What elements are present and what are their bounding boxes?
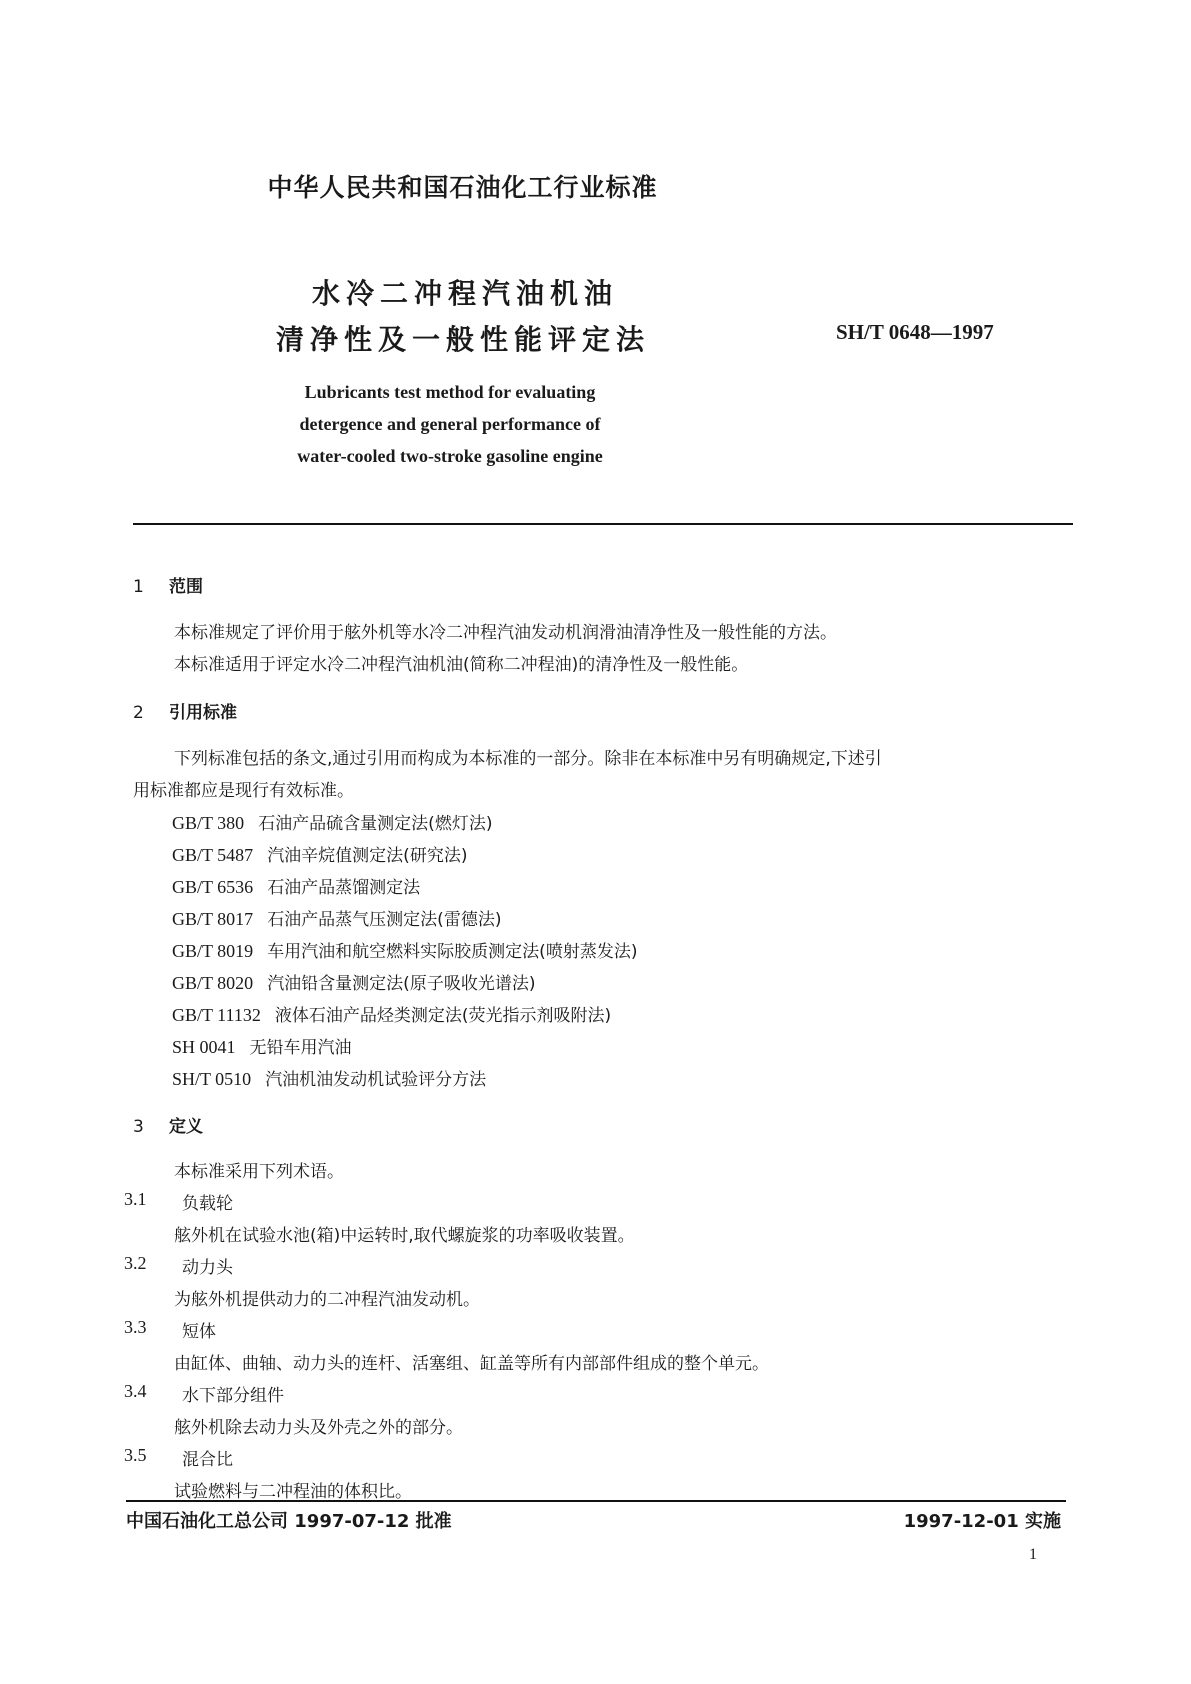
reference-name: 石油产品蒸馏测定法 bbox=[267, 878, 421, 898]
reference-code: GB/T 5487 bbox=[172, 845, 254, 865]
reference-name: 汽油铅含量测定法(原子吸收光谱法) bbox=[267, 974, 536, 994]
english-title-line-1: Lubricants test method for evaluating bbox=[304, 382, 596, 402]
section-1-paragraph-1: 本标准规定了评价用于舷外机等水冷二冲程汽油发动机润滑油清净性及一般性能的方法。 bbox=[174, 623, 837, 643]
reference-name: 汽油辛烷值测定法(研究法) bbox=[267, 846, 468, 866]
term-name: 水下部分组件 bbox=[182, 1386, 284, 1406]
section-1-paragraph-2: 本标准适用于评定水冷二冲程汽油机油(简称二冲程油)的清净性及一般性能。 bbox=[174, 655, 749, 675]
section-number: 2 bbox=[133, 703, 144, 723]
section-2-intro-line-2: 用标准都应是现行有效标准。 bbox=[133, 781, 354, 801]
section-title: 范围 bbox=[169, 577, 203, 597]
reference-code: GB/T 6536 bbox=[172, 877, 254, 897]
issuing-authority-heading: 中华人民共和国石油化工行业标准 bbox=[267, 173, 658, 202]
reference-item bbox=[172, 841, 467, 866]
term-number: 3.4 bbox=[124, 1381, 147, 1401]
header-divider bbox=[133, 523, 1073, 525]
reference-name: 石油产品硫含量测定法(燃灯法) bbox=[258, 814, 493, 834]
reference-name: 石油产品蒸气压测定法(雷德法) bbox=[267, 910, 502, 930]
reference-name: 汽油机油发动机试验评分方法 bbox=[265, 1070, 487, 1090]
reference-code: GB/T 8019 bbox=[172, 941, 254, 961]
term-number: 3.1 bbox=[124, 1189, 147, 1209]
page-number: 1 bbox=[1029, 1546, 1037, 1563]
reference-item bbox=[172, 1033, 352, 1058]
reference-item bbox=[172, 969, 535, 994]
footer-divider bbox=[126, 1500, 1066, 1502]
section-number: 1 bbox=[133, 577, 144, 597]
section-title: 引用标准 bbox=[169, 703, 237, 723]
term-definition: 为舷外机提供动力的二冲程汽油发动机。 bbox=[174, 1290, 480, 1310]
effective-date: 1997-12-01 实施 bbox=[903, 1511, 1061, 1532]
term-number: 3.5 bbox=[124, 1445, 147, 1465]
section-number: 3 bbox=[133, 1117, 144, 1137]
reference-item bbox=[172, 937, 637, 962]
title-line-1: 水冷二冲程汽油机油 bbox=[312, 277, 619, 310]
term-definition: 由缸体、曲轴、动力头的连杆、活塞组、缸盖等所有内部部件组成的整个单元。 bbox=[174, 1354, 769, 1374]
term-name: 动力头 bbox=[182, 1258, 233, 1278]
reference-item bbox=[172, 809, 492, 834]
reference-code: GB/T 11132 bbox=[172, 1005, 261, 1025]
reference-code: SH 0041 bbox=[172, 1037, 236, 1057]
reference-item bbox=[172, 873, 420, 898]
term-definition: 舷外机在试验水池(箱)中运转时,取代螺旋浆的功率吸收装置。 bbox=[174, 1226, 635, 1246]
section-1-heading bbox=[133, 572, 203, 597]
english-title-line-3: water-cooled two-stroke gasoline engine bbox=[297, 446, 603, 466]
term-name: 混合比 bbox=[182, 1450, 233, 1470]
section-2-heading bbox=[133, 698, 237, 723]
term-number: 3.3 bbox=[124, 1317, 147, 1337]
reference-name: 无铅车用汽油 bbox=[249, 1038, 352, 1058]
section-2-intro-line-1: 下列标准包括的条文,通过引用而构成为本标准的一部分。除非在本标准中另有明确规定,下述引 bbox=[174, 749, 882, 769]
term-number: 3.2 bbox=[124, 1253, 147, 1273]
reference-name: 车用汽油和航空燃料实际胶质测定法(喷射蒸发法) bbox=[267, 942, 638, 962]
section-3-intro: 本标准采用下列术语。 bbox=[174, 1162, 344, 1182]
term-definition: 试验燃料与二冲程油的体积比。 bbox=[174, 1482, 412, 1502]
term-name: 短体 bbox=[182, 1322, 216, 1342]
reference-item bbox=[172, 1001, 611, 1026]
section-3-heading bbox=[133, 1112, 203, 1137]
term-definition: 舷外机除去动力头及外壳之外的部分。 bbox=[174, 1418, 463, 1438]
english-title-line-2: detergence and general performance of bbox=[299, 414, 601, 434]
reference-code: GB/T 8020 bbox=[172, 973, 254, 993]
reference-name: 液体石油产品烃类测定法(荧光指示剂吸附法) bbox=[274, 1006, 612, 1026]
standard-code: SH/T 0648—1997 bbox=[836, 320, 994, 344]
reference-code: GB/T 8017 bbox=[172, 909, 254, 929]
approval-line: 中国石油化工总公司 1997-07-12 批准 bbox=[126, 1511, 452, 1532]
section-title: 定义 bbox=[169, 1117, 203, 1137]
title-line-2: 清净性及一般性能评定法 bbox=[276, 323, 651, 356]
reference-item bbox=[172, 905, 501, 930]
reference-item bbox=[172, 1065, 486, 1090]
reference-code: SH/T 0510 bbox=[172, 1069, 252, 1089]
reference-code: GB/T 380 bbox=[172, 813, 245, 833]
term-name: 负载轮 bbox=[182, 1194, 233, 1214]
